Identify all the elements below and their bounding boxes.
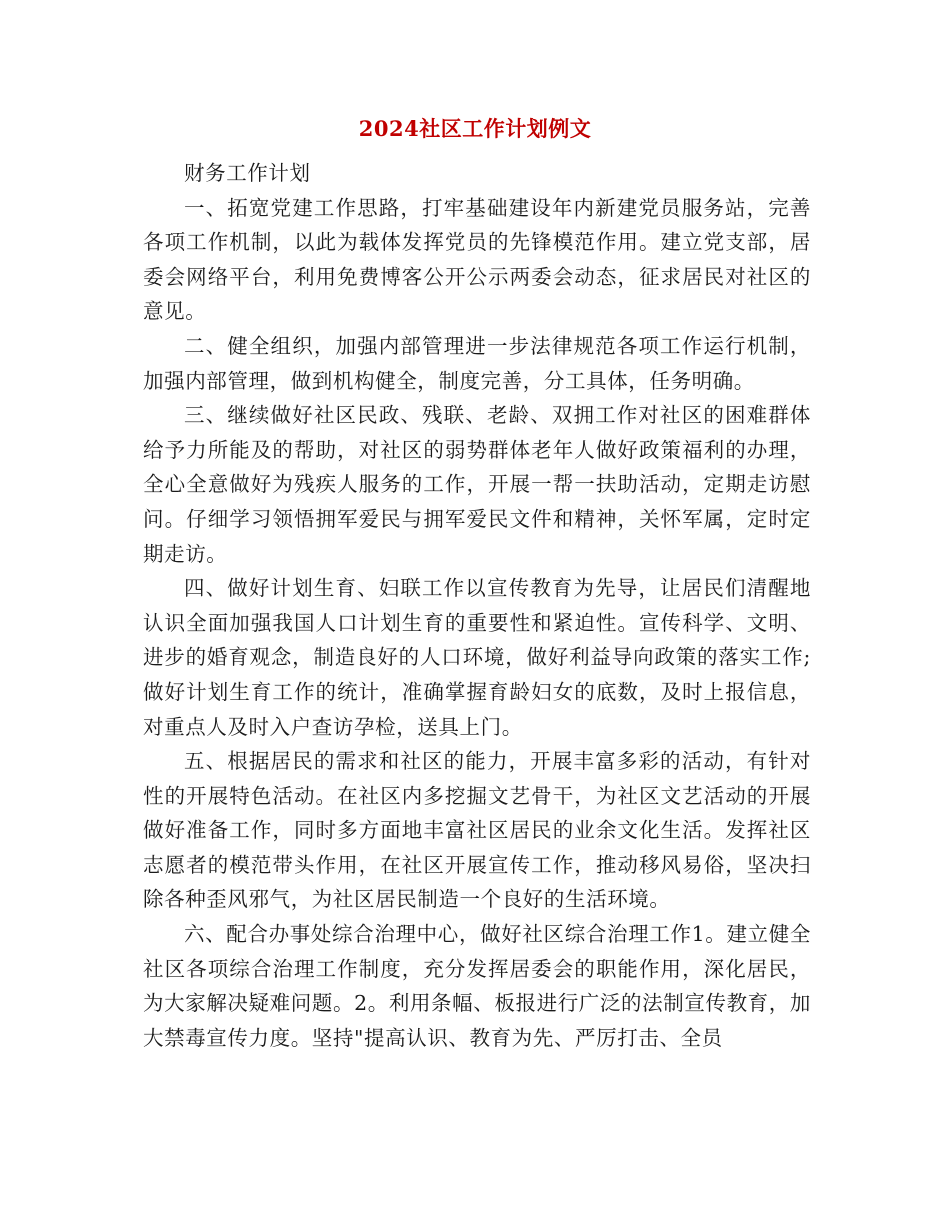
paragraph-3: 三、继续做好社区民政、残联、老龄、双拥工作对社区的困难群体给予力所能及的帮助，对社区的弱势群体老年人做好政策福利的办理，全心全意做好为残疾人服务的工作，开展一帮一扶助活动，定期走访慰问。仔细学习领悟拥军爱民与拥军爱民文件和精神，关怀军属，定时定期走访。	[143, 403, 811, 566]
paragraph-heading: 财务工作计划	[184, 161, 311, 185]
paragraph-4: 四、做好计划生育、妇联工作以宣传教育为先导，让居民们清醒地认识全面加强我国人口计划生育的重要性和紧迫性。宣传科学、文明、进步的婚育观念，制造良好的人口环境，做好利益导向政策的落实工作;做好计划生育工作的统计，准确掌握育龄妇女的底数，及时上报信息，对重点人及时入户查访孕检，送具上门。	[143, 576, 811, 739]
paragraph-2: 二、健全组织，加强内部管理进一步法律规范各项工作运行机制，加强内部管理，做到机构健全，制度完善，分工具体，任务明确。	[143, 333, 811, 393]
paragraph-6: 六、配合办事处综合治理中心，做好社区综合治理工作1。建立健全社区各项综合治理工作制度，充分发挥居委会的职能作用，深化居民，为大家解决疑难问题。2。利用条幅、板报进行广泛的法制宣传教育，加大禁毒宣传力度。坚持"提高认识、教育为先、严厉打击、全员	[143, 922, 811, 1050]
document-body	[143, 156, 811, 1055]
paragraph-5: 五、根据居民的需求和社区的能力，开展丰富多彩的活动，有针对性的开展特色活动。在社区内多挖掘文艺骨干，为社区文艺活动的开展做好准备工作，同时多方面地丰富社区居民的业余文化生活。发挥社区志愿者的模范带头作用，在社区开展宣传工作，推动移风易俗，坚决扫除各种歪风邪气，为社区居民制造一个良好的生活环境。	[143, 749, 811, 912]
document-title: 2024社区工作计划例文	[358, 116, 592, 141]
paragraph-1: 一、拓宽党建工作思路，打牢基础建设年内新建党员服务站，完善各项工作机制，以此为载体发挥党员的先锋模范作用。建立党支部，居委会网络平台，利用免费博客公开公示两委会动态，征求居民对社区的意见。	[143, 195, 811, 324]
